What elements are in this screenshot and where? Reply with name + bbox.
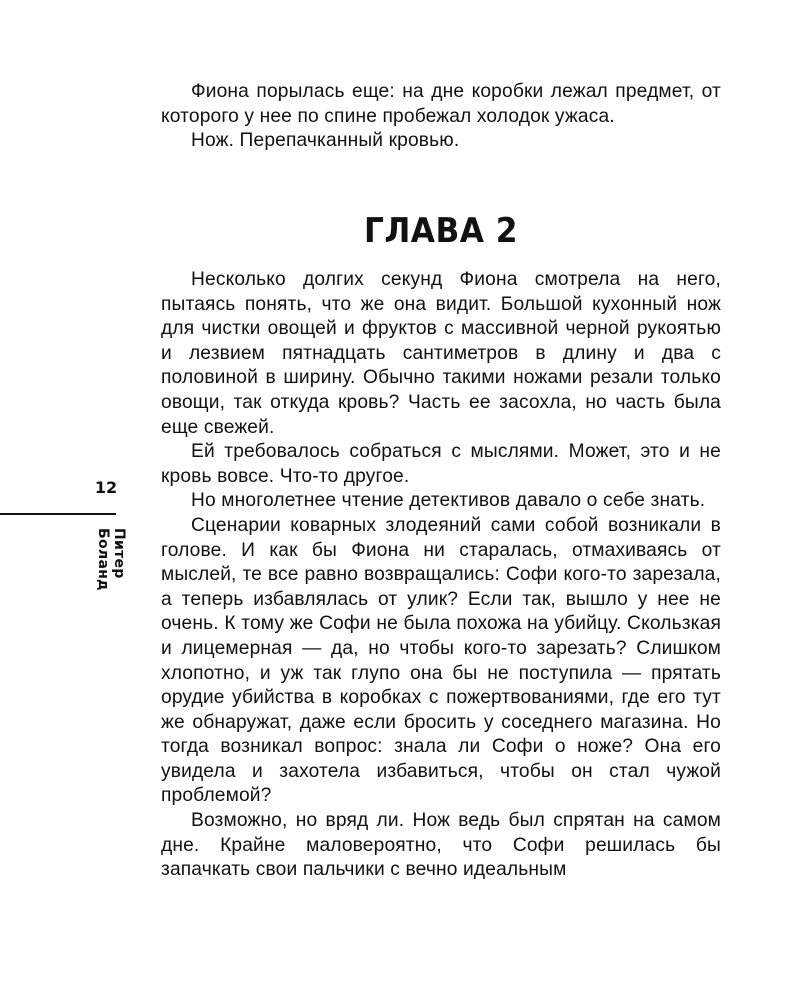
page-number: 12	[94, 478, 118, 497]
chapter-title: ГЛАВА 2	[363, 211, 519, 251]
paragraph: Сценарии коварных злодеяний сами собой возникали в голове. И как бы Фиона ни старалась, отмахиваясь от мыслей, те все равно возвращались: Софи кого-то зарезала, а теперь избавлялась от улик? Если так, вышло у нее не очень. К тому же Софи не была похожа на убийцу. Скользкая и лицемерная — да, но чтобы кого-то зарезать? Слишком хлопотно, и уж так глупо она бы не поступила — прятать орудие убийства в коробках с пожертвованиями, где его тут же обнаружат, даже если бросить у соседнего магазина. Но тогда возникал вопрос: знала ли Софи о ноже? Она его увидела и захотела избавиться, чтобы он стал чужой проблемой?	[161, 514, 721, 807]
running-head-author: Питер Боланд	[95, 528, 127, 591]
top-text-block	[161, 80, 721, 154]
main-text-block	[161, 268, 721, 883]
paragraph: Фиона порылась еще: на дне коробки лежал предмет, от которого у нее по спине пробежал холодок ужаса.	[161, 81, 721, 127]
paragraph: Ей требовалось собраться с мыслями. Может, это и не кровь вовсе. Что-то другое.	[161, 441, 721, 487]
paragraph: Возможно, но вряд ли. Нож ведь был спрятан на самом дне. Крайне маловероятно, что Софи решилась бы запачкать свои пальчики с вечно идеальным	[161, 810, 721, 881]
paragraph: Нож. Перепачканный кровью.	[191, 130, 460, 152]
paragraph: Но многолетнее чтение детективов давало о себе знать.	[191, 490, 706, 512]
paragraph: Несколько долгих секунд Фиона смотрела на него, пытаясь понять, что же она видит. Большой кухонный нож для чистки овощей и фруктов с массивной черной рукоятью и лезвием пятнадцать сантиметров в длину и два с половиной в ширину. Обычно такими ножами резали только овощи, так откуда кровь? Часть ее засохла, но часть была еще свежей.	[161, 269, 721, 438]
margin-rule	[0, 513, 116, 515]
